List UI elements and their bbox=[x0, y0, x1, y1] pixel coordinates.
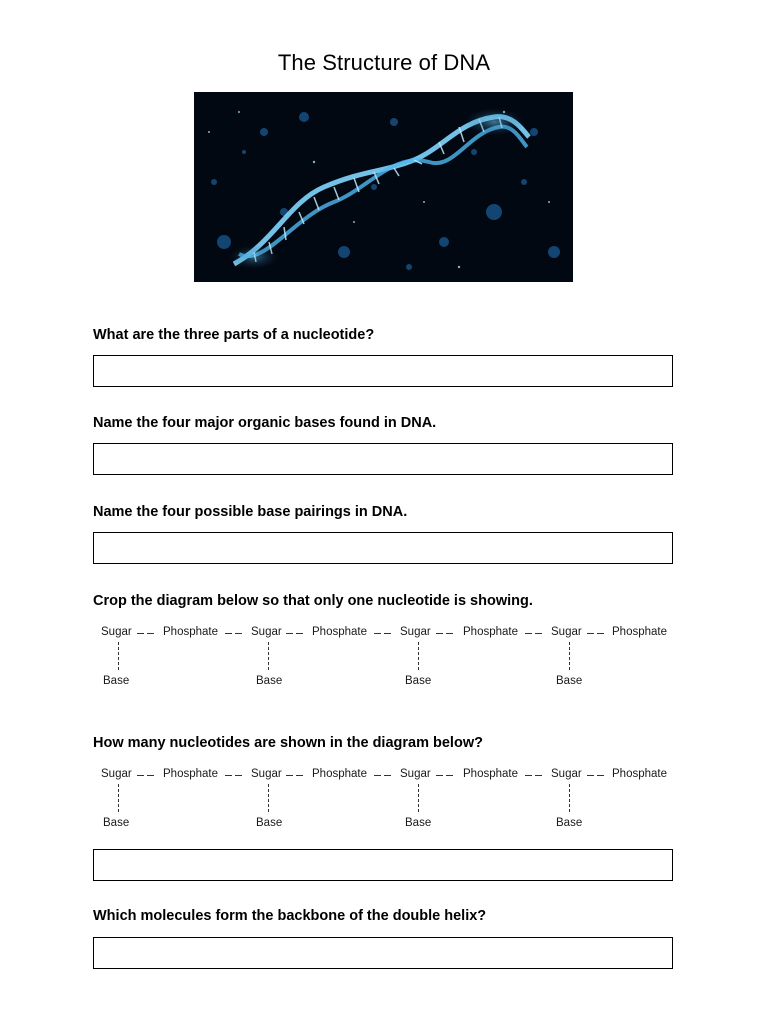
bond-dash bbox=[436, 633, 443, 634]
bond-dash bbox=[286, 775, 293, 776]
bond-dash bbox=[446, 633, 453, 634]
phosphate-label: Phosphate bbox=[612, 626, 667, 638]
base-bond-line bbox=[268, 784, 269, 812]
sugar-label: Sugar bbox=[551, 626, 582, 638]
answer-field-backbone-molecules[interactable] bbox=[93, 937, 673, 969]
base-label: Base bbox=[556, 675, 583, 687]
bond-dash bbox=[147, 633, 154, 634]
sugar-label: Sugar bbox=[400, 626, 431, 638]
base-label: Base bbox=[256, 817, 283, 829]
phosphate-label: Phosphate bbox=[312, 626, 367, 638]
question-nucleotide-parts: What are the three parts of a nucleotide? bbox=[93, 327, 375, 343]
phosphate-label: Phosphate bbox=[612, 768, 667, 780]
phosphate-label: Phosphate bbox=[463, 768, 518, 780]
question-organic-bases: Name the four major organic bases found in DNA. bbox=[93, 415, 437, 431]
bond-dash bbox=[374, 633, 381, 634]
sugar-label: Sugar bbox=[251, 768, 282, 780]
base-bond-line bbox=[268, 642, 269, 670]
nucleotide-diagram-count bbox=[93, 766, 683, 836]
base-bond-line bbox=[569, 642, 570, 670]
bond-dash bbox=[225, 775, 232, 776]
bond-dash bbox=[384, 775, 391, 776]
base-bond-line bbox=[118, 784, 119, 812]
bond-dash bbox=[597, 633, 604, 634]
base-bond-line bbox=[418, 784, 419, 812]
answer-field-base-pairings[interactable] bbox=[93, 532, 673, 564]
bond-dash bbox=[296, 633, 303, 634]
phosphate-label: Phosphate bbox=[312, 768, 367, 780]
phosphate-label: Phosphate bbox=[463, 626, 518, 638]
base-bond-line bbox=[418, 642, 419, 670]
base-bond-line bbox=[118, 642, 119, 670]
bond-dash bbox=[225, 633, 232, 634]
answer-field-nucleotide-parts[interactable] bbox=[93, 355, 673, 387]
dna-helix-image bbox=[194, 92, 573, 282]
base-label: Base bbox=[405, 817, 432, 829]
page-title: The Structure of DNA bbox=[277, 50, 491, 75]
sugar-label: Sugar bbox=[101, 768, 132, 780]
bond-dash bbox=[137, 775, 144, 776]
bond-dash bbox=[235, 633, 242, 634]
bond-dash bbox=[525, 775, 532, 776]
bond-dash bbox=[587, 775, 594, 776]
question-base-pairings: Name the four possible base pairings in DNA. bbox=[93, 504, 408, 520]
bond-dash bbox=[147, 775, 154, 776]
base-label: Base bbox=[103, 675, 130, 687]
bond-dash bbox=[374, 775, 381, 776]
bond-dash bbox=[296, 775, 303, 776]
answer-field-count-nucleotides[interactable] bbox=[93, 849, 673, 881]
bond-dash bbox=[137, 633, 144, 634]
phosphate-label: Phosphate bbox=[163, 626, 218, 638]
base-bond-line bbox=[569, 784, 570, 812]
base-label: Base bbox=[405, 675, 432, 687]
nucleotide-diagram-crop[interactable] bbox=[93, 624, 683, 694]
question-backbone-molecules: Which molecules form the backbone of the double helix? bbox=[93, 908, 487, 924]
base-label: Base bbox=[103, 817, 130, 829]
bond-dash bbox=[235, 775, 242, 776]
question-count-nucleotides: How many nucleotides are shown in the diagram below? bbox=[93, 735, 483, 751]
bond-dash bbox=[597, 775, 604, 776]
sugar-label: Sugar bbox=[551, 768, 582, 780]
bond-dash bbox=[525, 633, 532, 634]
sugar-label: Sugar bbox=[251, 626, 282, 638]
bond-dash bbox=[535, 775, 542, 776]
sugar-label: Sugar bbox=[101, 626, 132, 638]
bond-dash bbox=[446, 775, 453, 776]
base-label: Base bbox=[256, 675, 283, 687]
base-label: Base bbox=[556, 817, 583, 829]
sugar-label: Sugar bbox=[400, 768, 431, 780]
answer-field-organic-bases[interactable] bbox=[93, 443, 673, 475]
bond-dash bbox=[436, 775, 443, 776]
bond-dash bbox=[286, 633, 293, 634]
bond-dash bbox=[384, 633, 391, 634]
bond-dash bbox=[587, 633, 594, 634]
question-crop-diagram: Crop the diagram below so that only one nucleotide is showing. bbox=[93, 593, 533, 609]
bond-dash bbox=[535, 633, 542, 634]
phosphate-label: Phosphate bbox=[163, 768, 218, 780]
